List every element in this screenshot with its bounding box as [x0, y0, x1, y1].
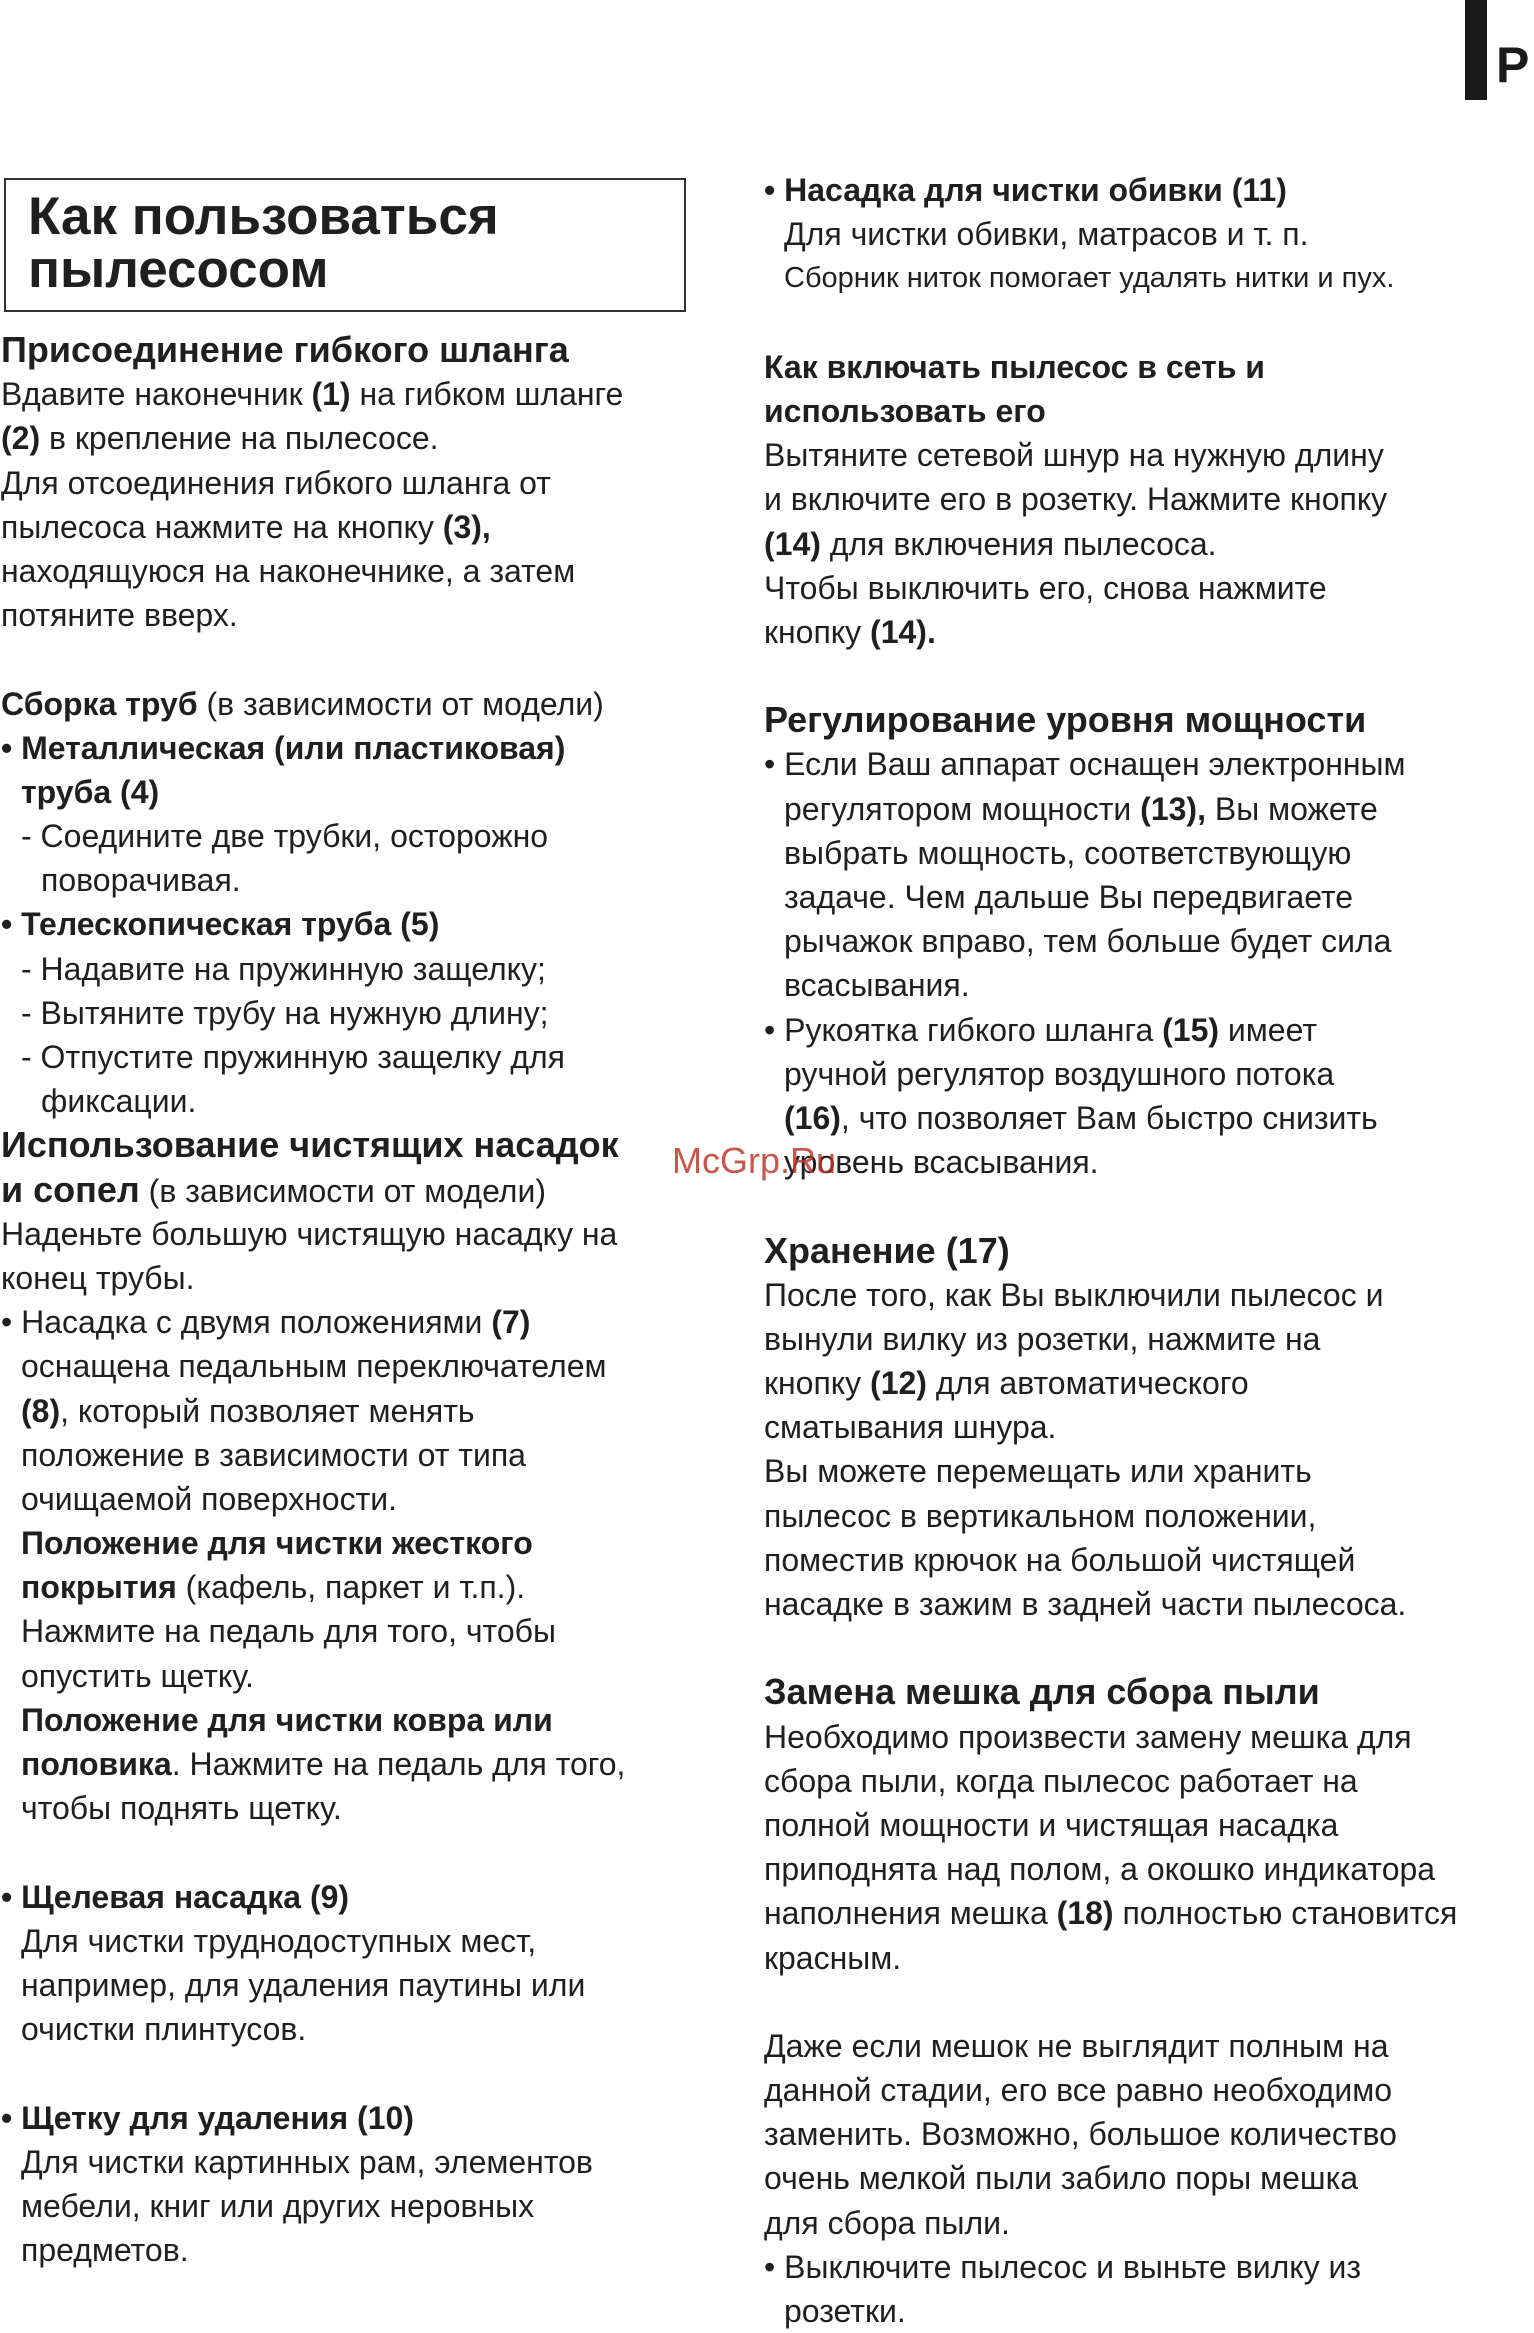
- text-line: Вы можете перемещать или хранить: [764, 1453, 1312, 1490]
- text-line: ручной регулятор воздушного потока: [784, 1055, 1335, 1092]
- storage-heading: Хранение (17): [764, 1229, 1010, 1271]
- dust-bag-heading: Замена мешка для сбора пыли: [764, 1671, 1320, 1713]
- text-line: чтобы поднять щетку.: [21, 1790, 342, 1827]
- text-line: (16), что позволяет Вам быстро снизить: [784, 1099, 1378, 1136]
- text-line: очистки плинтусов.: [21, 2011, 307, 2048]
- bullet-two-position-nozzle: • Насадка с двумя положениями (7): [1, 1304, 531, 1341]
- text-line: данной стадии, его все равно необходимо: [764, 2072, 1393, 2109]
- tubes-heading: Сборка труб (в зависимости от модели): [1, 685, 604, 722]
- text-line: поворачивая.: [41, 862, 241, 899]
- text-line: Даже если мешок не выглядит полным на: [764, 2027, 1389, 2064]
- text-line: половика. Нажмите на педаль для того,: [21, 1746, 626, 1782]
- text-line: - Вытяните трубу на нужную длину;: [21, 994, 549, 1031]
- text-line: Наденьте большую чистящую насадку на: [1, 1215, 618, 1252]
- text-line: всасывания.: [784, 967, 970, 1004]
- text-line: покрытия (кафель, паркет и т.п.).: [21, 1569, 526, 1606]
- text-line: задаче. Чем дальше Вы передвигаете: [784, 879, 1354, 915]
- text-line: Для чистки труднодоступных мест,: [21, 1922, 537, 1959]
- text-line: - Надавите на пружинную защелку;: [21, 950, 546, 987]
- text-line: Нажмите на педаль для того, чтобы: [21, 1613, 556, 1650]
- text-line: например, для удаления паутины или: [21, 1966, 586, 2003]
- text-line: выбрать мощность, соответствующую: [784, 834, 1352, 871]
- text-line: кнопку (12) для автоматического: [764, 1365, 1249, 1402]
- text-line: насадке в зажим в задней части пылесоса.: [764, 1586, 1407, 1622]
- text-line: Для чистки картинных рам, элементов: [21, 2143, 593, 2180]
- text-line: приподнята над полом, а окошко индикатора: [764, 1851, 1436, 1888]
- nozzles-heading: Использование чистящих насадок: [1, 1124, 619, 1166]
- text-line: пылесос в вертикальном положении,: [764, 1497, 1317, 1534]
- text-line: опустить щетку.: [21, 1657, 254, 1694]
- bullet-crevice-nozzle: • Щелевая насадка (9): [1, 1878, 350, 1915]
- power-level-heading: Регулирование уровня мощности: [764, 699, 1367, 741]
- text-line: поместив крючок на большой чистящей: [764, 1541, 1356, 1578]
- text-line: уровень всасывания.: [784, 1144, 1099, 1181]
- watermark: McGrp.Ru: [672, 1140, 837, 1181]
- text-line: очищаемой поверхности.: [21, 1480, 398, 1517]
- text-line: Чтобы выключить его, снова нажмите: [764, 569, 1327, 606]
- text-line: находящуюся на наконечнике, а затем: [1, 552, 576, 589]
- text-line: заменить. Возможно, большое количество: [764, 2116, 1397, 2153]
- text-line: сматывания шнура.: [764, 1409, 1057, 1446]
- text-line: Вдавите наконечник (1) на гибком шланге: [1, 376, 624, 413]
- text-line: • Рукоятка гибкого шланга (15) имеет: [764, 1011, 1317, 1048]
- text-line: предметов.: [21, 2232, 189, 2269]
- text-line: Для отсоединения гибкого шланга от: [1, 464, 551, 501]
- text-line: рычажок вправо, тем больше будет сила: [784, 923, 1392, 960]
- text-line: мебели, книг или других неровных: [21, 2187, 535, 2224]
- bullet-metal-tube: • Металлическая (или пластиковая): [1, 729, 566, 766]
- text-line: (2) в крепление на пылесосе.: [1, 420, 439, 457]
- text-line: для сбора пыли.: [764, 2204, 1010, 2241]
- text-line: сбора пыли, когда пылесос работает на: [764, 1762, 1358, 1799]
- text-line: и включите его в розетку. Нажмите кнопку: [764, 481, 1388, 518]
- text-line: Вытяните сетевой шнур на нужную длину: [764, 437, 1384, 474]
- text-line: регулятором мощности (13), Вы можете: [784, 790, 1378, 827]
- text-line: Необходимо произвести замену мешка для: [764, 1718, 1412, 1755]
- text-line: - Отпустите пружинную защелку для: [21, 1039, 565, 1075]
- hose-heading: Присоединение гибкого шланга: [1, 329, 569, 370]
- text-line: фиксации.: [41, 1083, 197, 1120]
- text-line: • Выключите пылесос и выньте вилку из: [764, 2248, 1362, 2285]
- section-tab-marker: [1465, 0, 1487, 100]
- bullet-dusting-brush: • Щетку для удаления (10): [1, 2099, 414, 2136]
- bullet-telescopic-tube: • Телескопическая труба (5): [1, 906, 440, 943]
- text-line: (14) для включения пылесоса.: [764, 525, 1217, 562]
- title-box: [4, 178, 686, 312]
- text-line: красным.: [764, 1939, 902, 1976]
- left-column: [1, 328, 701, 2272]
- text-line: розетки.: [784, 2293, 906, 2329]
- text-line: После того, как Вы выключили пылесос и: [764, 1276, 1384, 1313]
- hard-floor-position-heading: Положение для чистки жесткого: [21, 1525, 533, 1562]
- text-line: конец трубы.: [1, 1259, 195, 1296]
- page-title: [28, 187, 662, 299]
- text-line: очень мелкой пыли забило поры мешка: [764, 2160, 1359, 2197]
- section-tab-letter: P: [1496, 37, 1530, 93]
- text-line: труба (4): [21, 773, 160, 810]
- power-heading: Как включать пылесос в сеть и: [764, 348, 1265, 385]
- text-line: Сборник ниток помогает удалять нитки и пух.: [784, 262, 1395, 295]
- page-title-line-1: Как пользоваться: [28, 187, 499, 246]
- text-line: кнопку (14).: [764, 613, 936, 650]
- text-line: положение в зависимости от типа: [21, 1436, 526, 1473]
- text-line: полной мощности и чистящая насадка: [764, 1806, 1339, 1843]
- right-column: [764, 168, 1534, 2333]
- text-line: - Соедините две трубки, осторожно: [21, 818, 549, 855]
- text-line: вынули вилку из розетки, нажмите на: [764, 1320, 1321, 1357]
- carpet-position-heading: Положение для чистки ковра или: [21, 1701, 553, 1738]
- text-line: оснащена педальным переключателем: [21, 1348, 607, 1385]
- text-line: (8), который позволяет менять: [21, 1392, 475, 1429]
- text-line: потяните вверх.: [1, 597, 238, 634]
- text-line: Для чистки обивки, матрасов и т. п.: [784, 216, 1309, 253]
- text-line: наполнения мешка (18) полностью становится: [764, 1895, 1458, 1932]
- bullet-upholstery-nozzle: • Насадка для чистки обивки (11): [764, 172, 1287, 208]
- text-line: • Если Ваш аппарат оснащен электронным: [764, 746, 1406, 783]
- page-title-line-2: пылесосом: [28, 240, 329, 299]
- text-line: пылесоса нажмите на кнопку (3),: [1, 508, 491, 545]
- power-heading-line-2: использовать его: [764, 392, 1046, 429]
- nozzles-heading-line-2: и сопел (в зависимости от модели): [1, 1168, 546, 1210]
